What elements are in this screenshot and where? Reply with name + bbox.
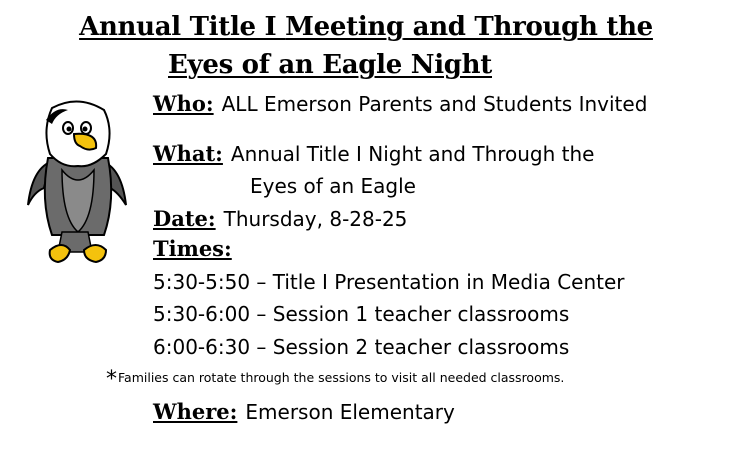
title-part-meeting: Meeting <box>285 12 404 42</box>
families-note-text: Families can rotate through the sessions to visit all needed classrooms. <box>118 370 565 385</box>
times-label: Times: <box>153 236 232 261</box>
date-label: Date: <box>153 206 216 231</box>
what-text-line-2: Eyes of an Eagle <box>250 174 416 198</box>
asterisk: * <box>106 367 117 392</box>
time-item: 5:30-6:00 – Session 1 teacher classrooms <box>153 302 570 326</box>
families-note <box>106 367 564 392</box>
where-text: Emerson Elementary <box>245 400 455 424</box>
title-part-1: Annual Title I <box>79 12 286 42</box>
eagle-mascot-icon <box>22 100 134 270</box>
date-row <box>153 206 407 232</box>
what-row <box>153 141 595 167</box>
times-label-row <box>153 236 240 262</box>
where-label: Where: <box>153 399 238 424</box>
flyer-title-line-2: Eyes of an Eagle Night <box>168 50 492 80</box>
title-part-3: and Through the <box>403 12 653 42</box>
where-row <box>153 399 455 425</box>
who-text: ALL Emerson Parents and Students Invited <box>221 92 648 116</box>
time-item: 6:00-6:30 – Session 2 teacher classrooms <box>153 335 570 359</box>
who-label: Who: <box>153 91 214 116</box>
time-item: 5:30-5:50 – Title I Presentation in Media Center <box>153 270 625 294</box>
date-text: Thursday, 8-28-25 <box>223 207 408 231</box>
flyer-title-line-1 <box>0 12 732 42</box>
what-label: What: <box>153 141 223 166</box>
what-text-line-1: Annual Title I Night and Through the <box>230 142 595 166</box>
who-row <box>153 91 647 117</box>
